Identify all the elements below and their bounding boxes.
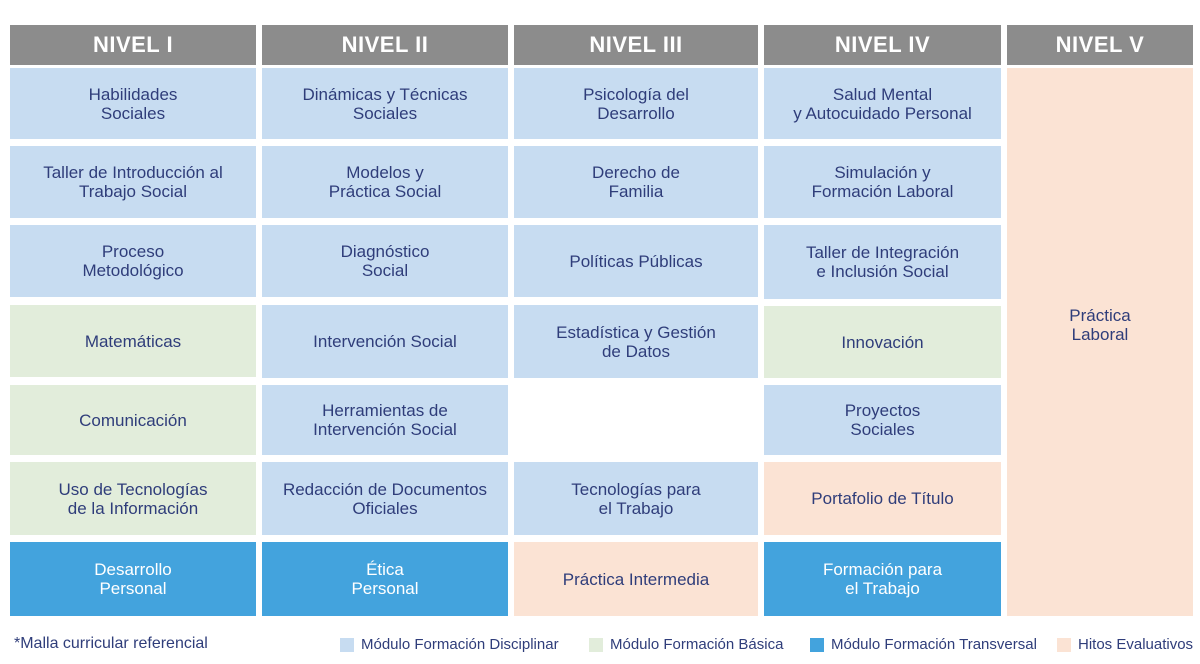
- legend-swatch-basica: [589, 638, 603, 652]
- course-habilidades-sociales: Habilidades Sociales: [10, 68, 256, 139]
- course-intervencion-social: Intervención Social: [262, 305, 508, 378]
- course-redaccion-documentos: Redacción de Documentos Oficiales: [262, 462, 508, 535]
- legend-hitos: [1057, 636, 1193, 653]
- course-taller-introduccion: Taller de Introducción al Trabajo Social: [10, 146, 256, 218]
- course-tecnologias-trabajo: Tecnologías para el Trabajo: [514, 462, 758, 535]
- legend-disciplinar: [340, 636, 559, 653]
- header-nivel-2: NIVEL II: [262, 25, 508, 65]
- course-psicologia-desarrollo: Psicología del Desarrollo: [514, 68, 758, 139]
- legend-swatch-disciplinar: [340, 638, 354, 652]
- legend-swatch-transversal: [810, 638, 824, 652]
- course-etica-personal: Ética Personal: [262, 542, 508, 616]
- course-modelos-practica: Modelos y Práctica Social: [262, 146, 508, 218]
- course-portafolio-titulo: Portafolio de Título: [764, 462, 1001, 535]
- course-proceso-metodologico: Proceso Metodológico: [10, 225, 256, 297]
- course-formacion-trabajo: Formación para el Trabajo: [764, 542, 1001, 616]
- legend-basica: [589, 636, 783, 653]
- course-matematicas: Matemáticas: [10, 305, 256, 377]
- course-derecho-familia: Derecho de Familia: [514, 146, 758, 218]
- header-nivel-4: NIVEL IV: [764, 25, 1001, 65]
- course-diagnostico-social: Diagnóstico Social: [262, 225, 508, 297]
- course-herramientas-intervencion: Herramientas de Intervención Social: [262, 385, 508, 455]
- course-simulacion-formacion: Simulación y Formación Laboral: [764, 146, 1001, 218]
- footer-note: *Malla curricular referencial: [14, 635, 208, 652]
- course-proyectos-sociales: Proyectos Sociales: [764, 385, 1001, 455]
- course-practica-laboral: Práctica Laboral: [1007, 68, 1193, 616]
- course-dinamicas-tecnicas: Dinámicas y Técnicas Sociales: [262, 68, 508, 139]
- header-nivel-5: NIVEL V: [1007, 25, 1193, 65]
- course-desarrollo-personal: Desarrollo Personal: [10, 542, 256, 616]
- legend-label-basica: Módulo Formación Básica: [610, 636, 784, 653]
- header-nivel-1: NIVEL I: [10, 25, 256, 65]
- course-innovacion: Innovación: [764, 306, 1001, 378]
- legend-swatch-hitos: [1057, 638, 1071, 652]
- legend-label-hitos: Hitos Evaluativos: [1078, 636, 1194, 653]
- header-nivel-3: NIVEL III: [514, 25, 758, 65]
- legend-transversal: [810, 636, 1037, 653]
- course-comunicacion: Comunicación: [10, 385, 256, 455]
- course-uso-tecnologias: Uso de Tecnologías de la Información: [10, 462, 256, 535]
- course-salud-mental: Salud Mental y Autocuidado Personal: [764, 68, 1001, 139]
- course-taller-integracion: Taller de Integración e Inclusión Social: [764, 225, 1001, 299]
- legend-label-disciplinar: Módulo Formación Disciplinar: [361, 636, 559, 653]
- course-estadistica-gestion: Estadística y Gestión de Datos: [514, 305, 758, 378]
- course-practica-intermedia: Práctica Intermedia: [514, 542, 758, 616]
- legend-label-transversal: Módulo Formación Transversal: [831, 636, 1037, 653]
- course-politicas-publicas: Políticas Públicas: [514, 225, 758, 297]
